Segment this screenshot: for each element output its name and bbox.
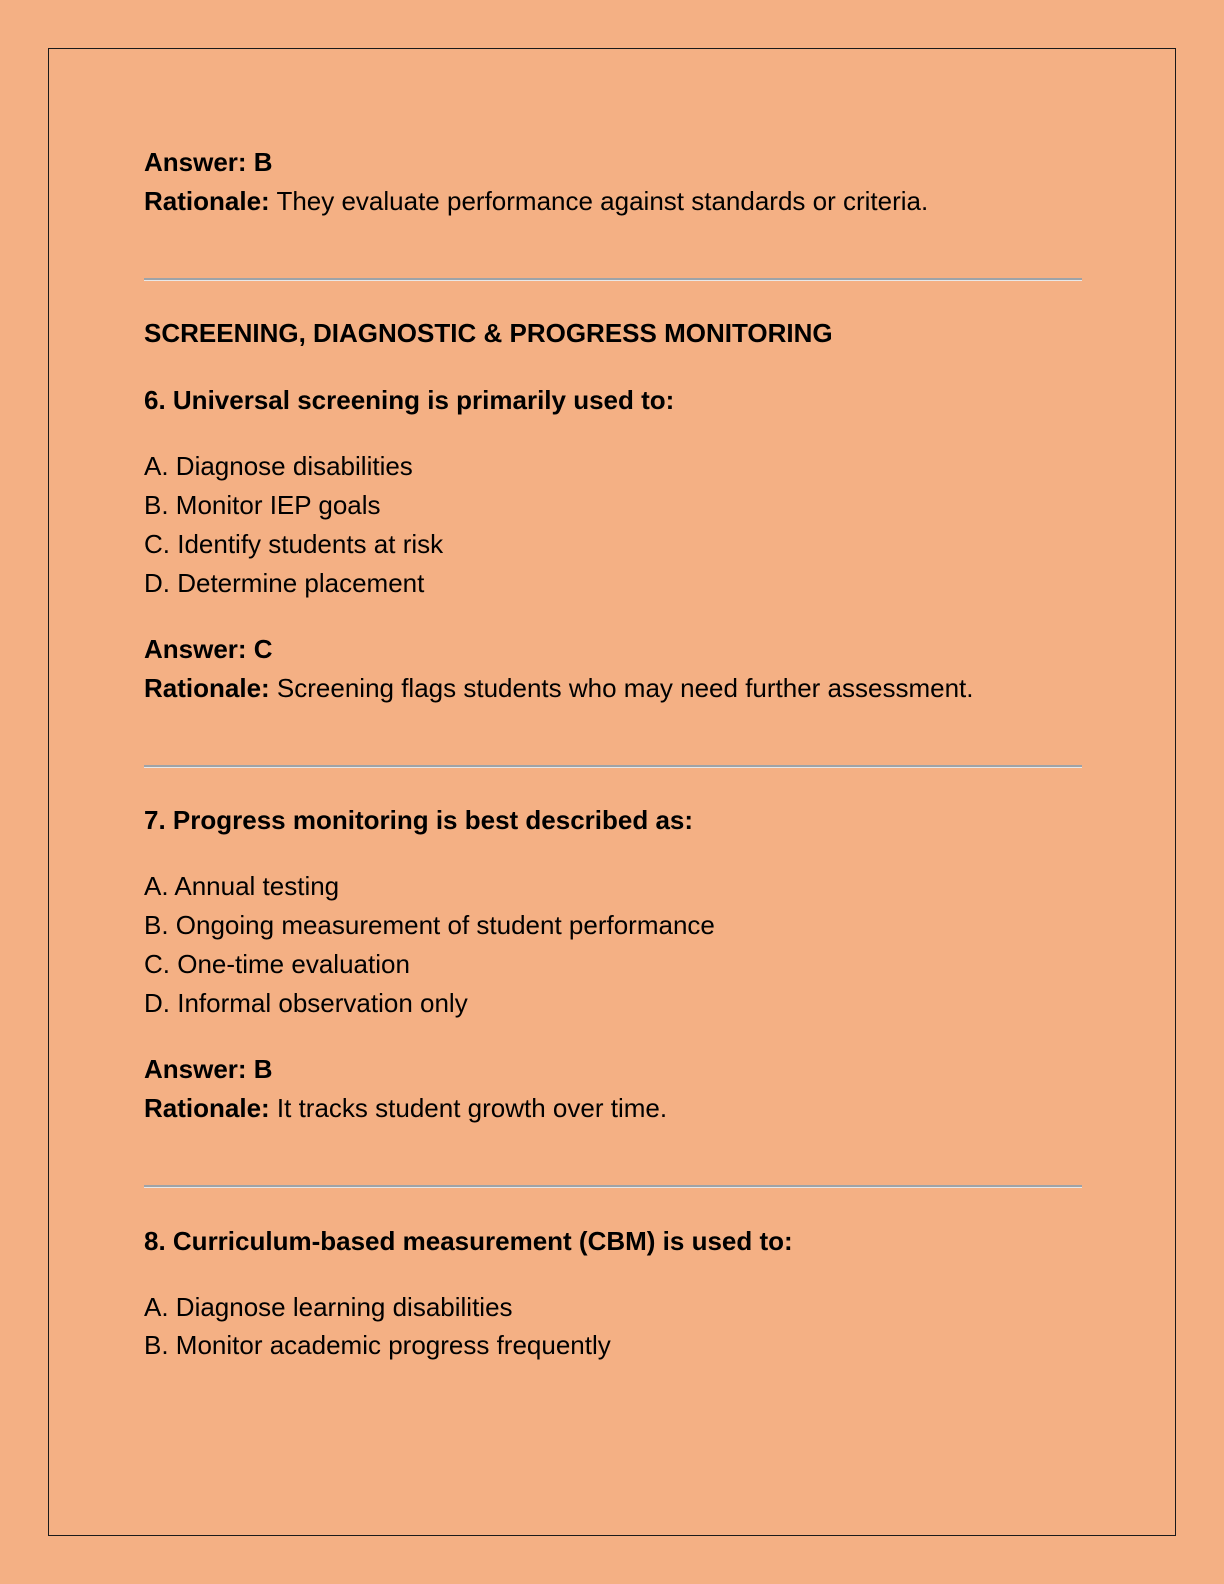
question-6-rationale-label: Rationale: xyxy=(144,673,270,703)
question-8-option-a: A. Diagnose learning disabilities xyxy=(144,1292,513,1322)
question-7-answer: Answer: B xyxy=(144,1054,273,1084)
question-6-prompt: 6. Universal screening is primarily used to: xyxy=(144,385,675,415)
prev-answer: Answer: B xyxy=(144,147,273,177)
question-8-option-b: B. Monitor academic progress frequently xyxy=(144,1330,611,1360)
divider xyxy=(144,1185,1082,1188)
question-8-prompt: 8. Curriculum-based measurement (CBM) is used to: xyxy=(144,1226,793,1256)
question-6-rationale xyxy=(144,672,974,704)
question-7-option-c: C. One-time evaluation xyxy=(144,949,410,979)
question-7-option-a: A. Annual testing xyxy=(144,871,340,901)
question-7-option-b: B. Ongoing measurement of student performance xyxy=(144,910,715,940)
question-7-prompt: 7. Progress monitoring is best described as: xyxy=(144,805,694,835)
question-6-option-a: A. Diagnose disabilities xyxy=(144,451,413,481)
question-7-rationale-text: It tracks student growth over time. xyxy=(269,1093,668,1123)
question-7-rationale-label: Rationale: xyxy=(144,1093,270,1123)
prev-rationale-label: Rationale: xyxy=(144,186,270,216)
prev-rationale-text: They evaluate performance against standards or criteria. xyxy=(269,186,929,216)
divider xyxy=(144,278,1082,281)
question-7-rationale xyxy=(144,1092,667,1124)
question-6-option-c: C. Identify students at risk xyxy=(144,529,444,559)
section-heading: SCREENING, DIAGNOSTIC & PROGRESS MONITORING xyxy=(144,318,833,348)
question-6-rationale-text: Screening flags students who may need further assessment. xyxy=(269,673,974,703)
divider xyxy=(144,765,1082,768)
question-6-answer: Answer: C xyxy=(144,634,273,664)
prev-rationale xyxy=(144,185,928,217)
question-6-option-d: D. Determine placement xyxy=(144,568,425,598)
question-6-option-b: B. Monitor IEP goals xyxy=(144,490,381,520)
question-7-option-d: D. Informal observation only xyxy=(144,988,468,1018)
